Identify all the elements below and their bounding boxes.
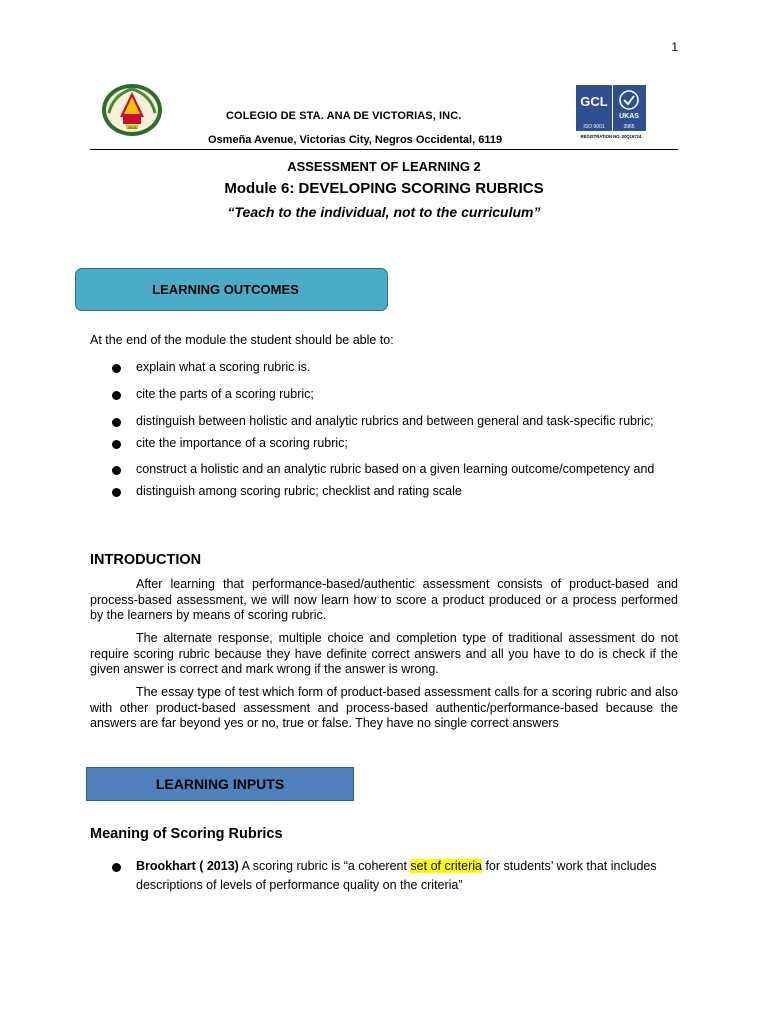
highlighted-phrase: set of criteria xyxy=(410,859,482,873)
cert-registration-text: REGISTRATION NO. 20Q16724 xyxy=(580,134,642,139)
learning-inputs-box xyxy=(86,767,354,801)
list-item: cite the importance of a scoring rubric; xyxy=(112,434,678,453)
cert-ukas-text: UKAS xyxy=(619,113,639,120)
bullet-icon xyxy=(112,364,121,373)
page-number: 1 xyxy=(671,40,678,54)
title-block xyxy=(90,159,678,220)
list-item: construct a holistic and an analytic rubric based on a given learning outcome/competency and xyxy=(112,460,678,479)
intro-paragraph: The alternate response, multiple choice and completion type of traditional assessment do not require scoring rubric because they have definite correct answers and all you have to do is check if the given answer is correct and mark wrong if the answer is wrong. xyxy=(90,631,678,676)
meaning-heading: Meaning of Scoring Rubrics xyxy=(90,826,283,842)
bullet-icon xyxy=(112,488,121,497)
bullet-icon xyxy=(112,440,121,449)
quote-text-before: A scoring rubric is “a coherent xyxy=(238,859,411,873)
list-item: distinguish between holistic and analytic rubrics and between general and task-specific rubric; xyxy=(112,412,678,431)
header-divider xyxy=(90,149,678,150)
learning-inputs-label: LEARNING INPUTS xyxy=(155,776,285,792)
outcomes-list xyxy=(112,358,678,501)
cert-code-text: 3965 xyxy=(623,124,635,130)
svg-text:2013: 2013 xyxy=(127,125,137,130)
intro-paragraph: After learning that performance-based/authentic assessment consists of product-based and process-based assessment, we will now learn how to score a product produced or a process performed by the learners by means of scoring rubric. xyxy=(90,577,678,622)
quote-text-after: for students’ work that includes descriptions of levels of performance quality on the criteria” xyxy=(136,859,657,892)
cert-gcl-text: GCL xyxy=(580,94,608,109)
bullet-icon xyxy=(112,418,121,427)
bullet-icon xyxy=(112,391,121,400)
list-item: explain what a scoring rubric is. xyxy=(112,358,678,377)
introduction-heading: INTRODUCTION xyxy=(90,552,202,568)
cert-iso-text: ISO 9001 xyxy=(583,124,605,130)
quote-source: Brookhart ( 2013) xyxy=(136,859,239,873)
module-title: Module 6: DEVELOPING SCORING RUBRICS xyxy=(224,180,544,197)
gcl-ukas-certification-icon xyxy=(575,84,647,140)
school-name: COLEGIO DE STA. ANA DE VICTORIAS, INC. xyxy=(226,110,462,122)
bullet-icon xyxy=(112,466,121,475)
bullet-icon xyxy=(112,863,121,872)
course-title: ASSESSMENT OF LEARNING 2 xyxy=(287,159,481,174)
list-item xyxy=(112,857,678,895)
intro-paragraph: The essay type of test which form of product-based assessment calls for a scoring rubric and also with other product-based assessment and process-based authentic/performance-based because the answers are far beyond yes or no, true or false. They have no single correct answers xyxy=(90,685,678,730)
list-item: distinguish among scoring rubric; checklist and rating scale xyxy=(112,482,678,501)
learning-outcomes-label: LEARNING OUTCOMES xyxy=(152,282,299,297)
learning-outcomes-box xyxy=(75,268,388,311)
school-address: Osmeña Avenue, Victorias City, Negros Occidental, 6119 xyxy=(208,134,503,146)
module-motto: “Teach to the individual, not to the curriculum” xyxy=(227,204,541,220)
definition-list xyxy=(112,857,678,895)
outcomes-intro: At the end of the module the student should be able to: xyxy=(90,333,394,347)
list-item: cite the parts of a scoring rubric; xyxy=(112,385,678,404)
school-seal-icon xyxy=(101,83,163,137)
